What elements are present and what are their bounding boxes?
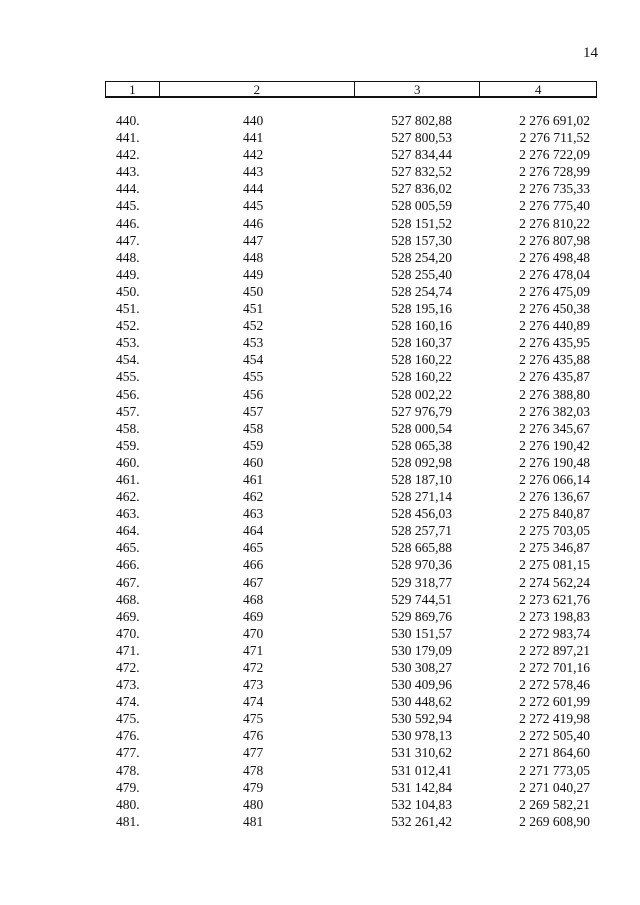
coordinate-y: 2 276 435,88 <box>519 352 590 368</box>
point-id: 460 <box>243 454 264 470</box>
row-number: 441. <box>116 130 140 146</box>
coordinate-x: 528 160,16 <box>391 318 452 334</box>
coordinate-x: 530 151,57 <box>391 625 452 641</box>
row-number: 454. <box>116 352 140 368</box>
coordinate-y: 2 272 505,40 <box>519 728 590 744</box>
row-number: 464. <box>116 523 140 539</box>
row-number: 453. <box>116 335 140 351</box>
table-row <box>0 591 640 608</box>
coordinate-x: 530 978,13 <box>391 728 452 744</box>
point-id: 445 <box>243 198 264 214</box>
row-number: 446. <box>116 215 140 231</box>
row-number: 455. <box>116 369 140 385</box>
coordinate-y: 2 276 345,67 <box>519 420 590 436</box>
coordinate-y: 2 273 621,76 <box>519 591 590 607</box>
coordinate-x: 528 254,20 <box>391 249 452 265</box>
point-id: 455 <box>243 369 264 385</box>
point-id: 440 <box>243 113 264 128</box>
point-id: 454 <box>243 352 264 368</box>
point-id: 456 <box>243 386 264 402</box>
coordinate-y: 2 275 346,87 <box>519 540 590 556</box>
point-id: 448 <box>243 249 264 265</box>
row-number: 460. <box>116 454 140 470</box>
point-id: 463 <box>243 506 264 522</box>
coordinate-x: 528 160,37 <box>391 335 452 351</box>
coordinate-x: 530 592,94 <box>391 711 452 727</box>
coordinate-y: 2 276 435,87 <box>519 369 590 385</box>
row-number: 466. <box>116 557 140 573</box>
coordinate-y: 2 272 601,99 <box>519 694 590 710</box>
point-id: 452 <box>243 318 264 334</box>
row-number: 458. <box>116 420 140 436</box>
table-row <box>0 744 640 761</box>
coordinate-x: 529 744,51 <box>391 591 452 607</box>
row-number: 451. <box>116 301 140 317</box>
table-row <box>0 505 640 522</box>
point-id: 476 <box>243 728 264 744</box>
coordinate-x: 527 800,53 <box>391 130 452 146</box>
point-id: 474 <box>243 694 264 710</box>
coordinate-y: 2 271 040,27 <box>519 779 590 795</box>
coordinate-y: 2 276 382,03 <box>519 403 590 419</box>
table-row <box>0 710 640 727</box>
coordinate-y: 2 276 190,42 <box>519 437 590 453</box>
table-row <box>0 693 640 710</box>
coordinate-y: 2 271 864,60 <box>519 745 590 761</box>
coordinate-x: 527 976,79 <box>391 403 452 419</box>
coordinate-y: 2 276 450,38 <box>519 301 590 317</box>
row-number: 443. <box>116 164 140 180</box>
coordinate-y: 2 276 136,67 <box>519 489 590 505</box>
point-id: 457 <box>243 403 264 419</box>
table-row <box>0 762 640 779</box>
point-id: 442 <box>243 147 264 163</box>
table-row <box>0 266 640 283</box>
coordinate-x: 528 160,22 <box>391 369 452 385</box>
coordinate-y: 2 276 810,22 <box>519 215 590 231</box>
row-number: 448. <box>116 249 140 265</box>
table-row <box>0 300 640 317</box>
coordinate-y: 2 273 198,83 <box>519 608 590 624</box>
coordinate-y: 2 272 578,46 <box>519 677 590 693</box>
point-id: 469 <box>243 608 264 624</box>
point-id: 464 <box>243 523 264 539</box>
coordinate-x: 528 456,03 <box>391 506 452 522</box>
coordinate-y: 2 276 190,48 <box>519 454 590 470</box>
table-row <box>0 574 640 591</box>
row-number: 445. <box>116 198 140 214</box>
coordinate-y: 2 272 897,21 <box>519 642 590 658</box>
table-row <box>0 146 640 163</box>
row-number: 457. <box>116 403 140 419</box>
row-number: 474. <box>116 694 140 710</box>
coordinate-x: 530 179,09 <box>391 642 452 658</box>
table-row <box>0 556 640 573</box>
row-number: 444. <box>116 181 140 197</box>
table-body <box>0 112 640 830</box>
coordinate-y: 2 269 608,90 <box>519 813 590 829</box>
coordinate-x: 531 310,62 <box>391 745 452 761</box>
table-row <box>0 642 640 659</box>
coordinate-y: 2 269 582,21 <box>519 796 590 812</box>
coordinate-y: 2 272 701,16 <box>519 660 590 675</box>
point-id: 443 <box>243 164 264 180</box>
row-number: 459. <box>116 437 140 453</box>
coordinate-x: 527 802,88 <box>391 113 452 128</box>
table-row <box>0 796 640 813</box>
coordinate-x: 528 195,16 <box>391 301 452 317</box>
point-id: 447 <box>243 232 264 248</box>
table-row <box>0 608 640 625</box>
coordinate-y: 2 276 440,89 <box>519 318 590 334</box>
coordinate-x: 531 142,84 <box>391 779 452 795</box>
header-column-3: 3 <box>354 82 479 96</box>
coordinate-x: 528 002,22 <box>391 386 452 402</box>
coordinate-y: 2 276 728,99 <box>519 164 590 180</box>
row-number: 463. <box>116 506 140 522</box>
point-id: 450 <box>243 283 264 299</box>
point-id: 467 <box>243 574 264 590</box>
point-id: 472 <box>243 660 264 675</box>
point-id: 480 <box>243 796 264 812</box>
table-row <box>0 625 640 642</box>
point-id: 458 <box>243 420 264 436</box>
row-number: 456. <box>116 386 140 402</box>
table-header <box>105 81 597 98</box>
coordinate-x: 528 187,10 <box>391 471 452 487</box>
row-number: 477. <box>116 745 140 761</box>
table-row <box>0 403 640 420</box>
coordinate-y: 2 276 735,33 <box>519 181 590 197</box>
coordinate-x: 528 005,59 <box>391 198 452 214</box>
row-number: 469. <box>116 608 140 624</box>
row-number: 470. <box>116 625 140 641</box>
coordinate-y: 2 276 691,02 <box>519 113 590 128</box>
coordinate-y: 2 276 722,09 <box>519 147 590 163</box>
coordinate-x: 532 261,42 <box>391 813 452 829</box>
table-row <box>0 522 640 539</box>
row-number: 449. <box>116 266 140 282</box>
row-number: 480. <box>116 796 140 812</box>
coordinate-y: 2 276 807,98 <box>519 232 590 248</box>
point-id: 481 <box>243 813 264 829</box>
point-id: 451 <box>243 301 264 317</box>
coordinate-x: 531 012,41 <box>391 762 452 778</box>
point-id: 466 <box>243 557 264 573</box>
table-row <box>0 180 640 197</box>
row-number: 462. <box>116 489 140 505</box>
row-number: 452. <box>116 318 140 334</box>
table-row <box>0 351 640 368</box>
row-number: 478. <box>116 762 140 778</box>
header-column-4: 4 <box>479 82 596 96</box>
coordinate-y: 2 272 983,74 <box>519 625 590 641</box>
coordinate-x: 530 308,27 <box>391 660 452 675</box>
table-row <box>0 197 640 214</box>
row-number: 472. <box>116 660 140 675</box>
coordinate-x: 530 409,96 <box>391 677 452 693</box>
point-id: 461 <box>243 471 264 487</box>
table-row <box>0 129 640 146</box>
coordinate-y: 2 276 388,80 <box>519 386 590 402</box>
row-number: 479. <box>116 779 140 795</box>
coordinate-y: 2 276 478,04 <box>519 266 590 282</box>
coordinate-x: 529 318,77 <box>391 574 452 590</box>
coordinate-y: 2 275 081,15 <box>519 557 590 573</box>
table-row <box>0 334 640 351</box>
table-row <box>0 112 640 129</box>
row-number: 467. <box>116 574 140 590</box>
header-column-2: 2 <box>159 82 354 96</box>
table-row <box>0 454 640 471</box>
coordinate-y: 2 276 435,95 <box>519 335 590 351</box>
point-id: 449 <box>243 266 264 282</box>
header-column-1: 1 <box>129 82 136 97</box>
coordinate-y: 2 276 066,14 <box>519 471 590 487</box>
row-number: 471. <box>116 642 140 658</box>
row-number: 461. <box>116 471 140 487</box>
point-id: 473 <box>243 677 264 693</box>
table-row <box>0 163 640 180</box>
table-row <box>0 249 640 266</box>
coordinate-y: 2 272 419,98 <box>519 711 590 727</box>
coordinate-x: 528 000,54 <box>391 420 452 436</box>
coordinate-y: 2 276 775,40 <box>519 198 590 214</box>
coordinate-y: 2 276 475,09 <box>519 283 590 299</box>
row-number: 481. <box>116 813 140 829</box>
page-number: 14 <box>583 45 598 61</box>
row-number: 473. <box>116 677 140 693</box>
point-id: 479 <box>243 779 264 795</box>
table-row <box>0 659 640 676</box>
table-row <box>0 471 640 488</box>
row-number: 442. <box>116 147 140 163</box>
point-id: 459 <box>243 437 264 453</box>
table-row <box>0 488 640 505</box>
point-id: 446 <box>243 215 264 231</box>
coordinate-y: 2 275 703,05 <box>519 523 590 539</box>
point-id: 441 <box>243 130 264 146</box>
point-id: 468 <box>243 591 264 607</box>
coordinate-x: 528 257,71 <box>391 523 452 539</box>
coordinate-x: 528 254,74 <box>391 283 452 299</box>
table-row <box>0 368 640 385</box>
coordinate-y: 2 271 773,05 <box>519 762 590 778</box>
row-number: 476. <box>116 728 140 744</box>
point-id: 462 <box>243 489 264 505</box>
coordinate-x: 527 832,52 <box>391 164 452 180</box>
point-id: 453 <box>243 335 264 351</box>
coordinate-x: 528 151,52 <box>391 215 452 231</box>
row-number: 475. <box>116 711 140 727</box>
coordinate-x: 528 065,38 <box>391 437 452 453</box>
point-id: 475 <box>243 711 264 727</box>
row-number: 468. <box>116 591 140 607</box>
row-number: 450. <box>116 283 140 299</box>
table-row <box>0 813 640 830</box>
point-id: 471 <box>243 642 264 658</box>
row-number: 447. <box>116 232 140 248</box>
coordinate-y: 2 276 498,48 <box>519 249 590 265</box>
table-row <box>0 317 640 334</box>
row-number: 440. <box>116 113 140 128</box>
coordinate-y: 2 276 711,52 <box>519 130 590 146</box>
table-row <box>0 727 640 744</box>
row-number: 465. <box>116 540 140 556</box>
coordinate-x: 528 970,36 <box>391 557 452 573</box>
point-id: 470 <box>243 625 264 641</box>
table-row <box>0 779 640 796</box>
coordinate-y: 2 274 562,24 <box>519 574 590 590</box>
table-row <box>0 232 640 249</box>
coordinate-x: 528 255,40 <box>391 266 452 282</box>
point-id: 444 <box>243 181 264 197</box>
table-row <box>0 215 640 232</box>
coordinate-x: 527 834,44 <box>391 147 452 163</box>
coordinate-x: 530 448,62 <box>391 694 452 710</box>
point-id: 477 <box>243 745 264 761</box>
coordinate-x: 528 271,14 <box>391 489 452 505</box>
coordinate-x: 528 160,22 <box>391 352 452 368</box>
table-row <box>0 386 640 403</box>
coordinate-x: 529 869,76 <box>391 608 452 624</box>
coordinate-x: 528 157,30 <box>391 232 452 248</box>
coordinate-x: 527 836,02 <box>391 181 452 197</box>
table-row <box>0 283 640 300</box>
table-row <box>0 420 640 437</box>
table-row <box>0 676 640 693</box>
point-id: 478 <box>243 762 264 778</box>
coordinate-x: 528 665,88 <box>391 540 452 556</box>
coordinate-x: 528 092,98 <box>391 454 452 470</box>
coordinate-y: 2 275 840,87 <box>519 506 590 522</box>
table-row <box>0 539 640 556</box>
point-id: 465 <box>243 540 264 556</box>
table-row <box>0 437 640 454</box>
coordinate-x: 532 104,83 <box>391 796 452 812</box>
